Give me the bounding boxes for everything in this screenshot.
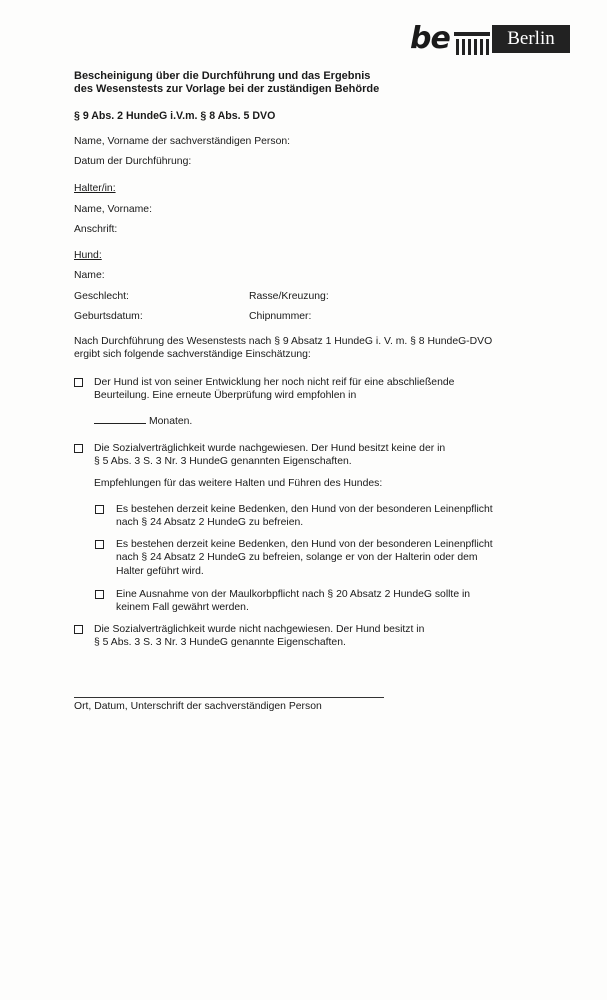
expert-name-label: Name, Vorname der sachverständigen Person: bbox=[74, 136, 291, 147]
owner-name-label: Name, Vorname: bbox=[74, 204, 152, 215]
dog-name-label: Name: bbox=[74, 270, 105, 281]
option-not-compatible-line-2: § 5 Abs. 3 S. 3 Nr. 3 HundeG genannte Eigenschaften. bbox=[94, 637, 346, 648]
dog-chip-label: Chipnummer: bbox=[249, 311, 312, 322]
owner-heading: Halter/in: bbox=[74, 183, 116, 194]
legal-reference: § 9 Abs. 2 HundeG i.V.m. § 8 Abs. 5 DVO bbox=[74, 110, 276, 122]
brandenburg-gate-icon bbox=[454, 32, 490, 56]
option-not-compatible-line-1: Die Sozialverträglichkeit wurde nicht nachgewiesen. Der Hund besitzt in bbox=[94, 624, 425, 635]
option-compatible-checkbox[interactable] bbox=[74, 444, 83, 453]
option-not-compatible-checkbox[interactable] bbox=[74, 625, 83, 634]
leash-exemption-line-1: Es bestehen derzeit keine Bedenken, den Hund von der besonderen Leinenpflicht bbox=[116, 504, 493, 515]
leash-exemption-owner-line-2: nach § 24 Absatz 2 HundeG zu befreien, solange er von der Halterin oder dem bbox=[116, 552, 478, 563]
signature-label: Ort, Datum, Unterschrift der sachverständigen Person bbox=[74, 701, 322, 712]
owner-address-label: Anschrift: bbox=[74, 224, 118, 235]
leash-exemption-line-2: nach § 24 Absatz 2 HundeG zu befreien. bbox=[116, 517, 304, 528]
muzzle-line-2: keinem Fall gewährt werden. bbox=[116, 602, 249, 613]
muzzle-line-1: Eine Ausnahme von der Maulkorbpflicht nach § 20 Absatz 2 HundeG sollte in bbox=[116, 589, 471, 600]
months-field bbox=[94, 414, 192, 428]
intro-line-2: ergibt sich folgende sachverständige Einschätzung: bbox=[74, 349, 311, 360]
leash-exemption-owner-checkbox[interactable] bbox=[95, 540, 104, 549]
option-compatible-line-2: § 5 Abs. 3 S. 3 Nr. 3 HundeG genannten Eigenschaften. bbox=[94, 456, 352, 467]
signature-line[interactable] bbox=[74, 697, 384, 698]
dog-birthdate-label: Geburtsdatum: bbox=[74, 311, 143, 322]
logo-be-text: be bbox=[410, 21, 450, 56]
dog-heading: Hund: bbox=[74, 250, 102, 261]
intro-line-1: Nach Durchführung des Wesenstests nach § 9 Absatz 1 HundeG i. V. m. § 8 HundeG-DVO bbox=[74, 336, 493, 347]
leash-exemption-owner-line-1: Es bestehen derzeit keine Bedenken, den Hund von der besonderen Leinenpflicht bbox=[116, 539, 493, 550]
dog-sex-label: Geschlecht: bbox=[74, 291, 129, 302]
option-compatible-line-1: Die Sozialverträglichkeit wurde nachgewiesen. Der Hund besitzt keine der in bbox=[94, 443, 446, 454]
option-immature-line-1: Der Hund ist von seiner Entwicklung her noch nicht reif für eine abschließende bbox=[94, 377, 455, 388]
title-line-2: des Wesenstests zur Vorlage bei der zuständigen Behörde bbox=[74, 83, 380, 95]
recommendations-heading: Empfehlungen für das weitere Halten und Führen des Hundes: bbox=[94, 478, 383, 489]
muzzle-checkbox[interactable] bbox=[95, 590, 104, 599]
dog-breed-label: Rasse/Kreuzung: bbox=[249, 291, 329, 302]
berlin-logo bbox=[410, 22, 562, 60]
months-blank[interactable] bbox=[94, 414, 146, 424]
option-immature-line-2: Beurteilung. Eine erneute Überprüfung wird empfohlen in bbox=[94, 390, 357, 401]
title-line-1: Bescheinigung über die Durchführung und das Ergebnis bbox=[74, 70, 371, 82]
test-date-label: Datum der Durchführung: bbox=[74, 156, 192, 167]
leash-exemption-owner-line-3: Halter geführt wird. bbox=[116, 566, 204, 577]
months-label: Monaten. bbox=[149, 416, 193, 427]
leash-exemption-checkbox[interactable] bbox=[95, 505, 104, 514]
option-immature-checkbox[interactable] bbox=[74, 378, 83, 387]
logo-berlin-text: Berlin bbox=[492, 25, 570, 53]
